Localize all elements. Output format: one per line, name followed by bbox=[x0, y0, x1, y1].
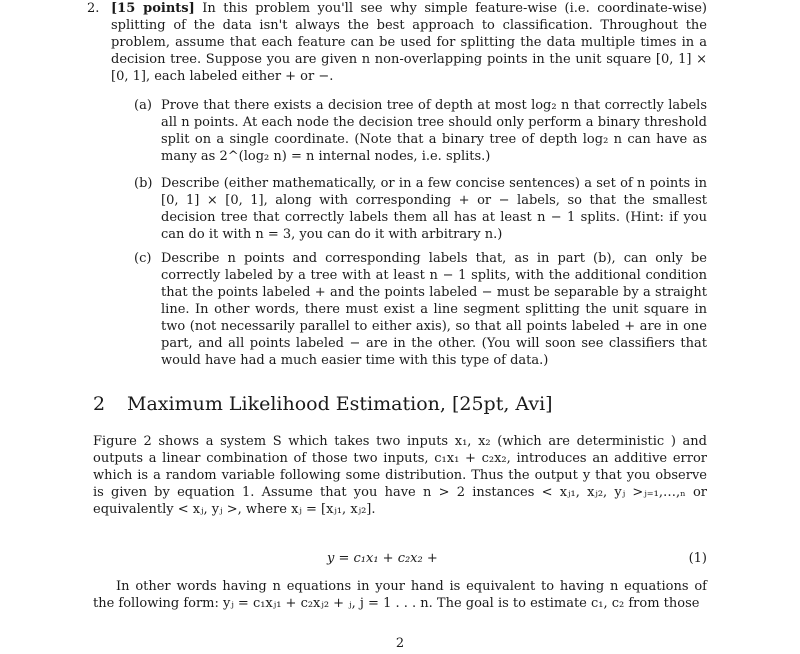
page-number: 2 bbox=[395, 636, 405, 651]
intro-paragraph: Figure 2 shows a system S which takes two inputs x₁, x₂ (which are deterministic ) and outputs a linear combination of those two inputs, c₁x₁ + c₂x₂, introduces an additive error which is a random variable following some distribution. Thus the output y that you observe is given by equation 1. Assume that you have n > 2 instances < xⱼ₁, xⱼ₂, yⱼ >ⱼ₌₁,…,ₙ or equivalently < xⱼ, yⱼ >, where xⱼ = [xⱼ₁, xⱼ₂]. bbox=[93, 434, 707, 517]
part-label: (c) bbox=[134, 251, 152, 266]
section-heading bbox=[93, 392, 713, 416]
part-text: Describe n points and corresponding labels that, as in part (b), can only be correctly labeled by a tree with at least n − 1 splits, with the additional condition that the points labeled + and the points labeled − must be separable by a straight line. In other words, there must exist a line segment splitting the unit square in two (not necessarily parallel to either axis), so that all points labeled + are in one part, and all points labeled − are in the other. (You will soon see classifiers that would have had a much easier time with this type of data.) bbox=[161, 251, 707, 368]
part-text: Prove that there exists a decision tree of depth at most log₂ n that correctly labels all n points. At each node the decision tree should only perform a binary threshold split on a single coordinate. (Note that a binary tree of depth log₂ n can have as many as 2^(log₂ n) = n internal nodes, i.e. splits.) bbox=[161, 98, 707, 164]
problem-part-c bbox=[136, 250, 707, 369]
problem-part-a bbox=[136, 97, 707, 165]
section-title: Maximum Likelihood Estimation, [25pt, Avi] bbox=[127, 393, 553, 415]
section-number: 2 bbox=[93, 393, 106, 415]
paragraph-2: In other words having n equations in your hand is equivalent to having n equations of the following form: yⱼ = c₁xⱼ₁ + c₂xⱼ₂ + ⱼ, j = 1 . . . n. The goal is to estimate c₁, c₂ from those bbox=[93, 579, 707, 611]
equation-number: (1) bbox=[688, 551, 707, 566]
part-label: (a) bbox=[134, 98, 152, 113]
part-label: (b) bbox=[134, 176, 153, 191]
equation-body: y = c₁x₁ + c₂x₂ + bbox=[327, 551, 438, 566]
problem-points: [15 points] bbox=[111, 1, 195, 16]
problem-part-b bbox=[136, 175, 707, 243]
problem-text: In this problem you'll see why simple feature-wise (i.e. coordinate-wise) splitting of the data isn't always the best approach to classification. Throughout the problem, assume that each feature can be used for splitting the data multiple times in a decision tree. Suppose you are given n non-overlapping points in the unit square [0, 1] × [0, 1], each labeled either + or −. bbox=[111, 1, 707, 84]
problem-2 bbox=[87, 0, 707, 85]
part-text: Describe (either mathematically, or in a few concise sentences) a set of n points in [0, 1] × [0, 1], along with corresponding + or − labels, so that the smallest decision tree that correctly labels them all has at least n − 1 splits. (Hint: if you can do it with n = 3, you can do it with arbitrary n.) bbox=[161, 176, 707, 242]
equation-1 bbox=[93, 550, 707, 567]
problem-number: 2. bbox=[87, 1, 100, 16]
